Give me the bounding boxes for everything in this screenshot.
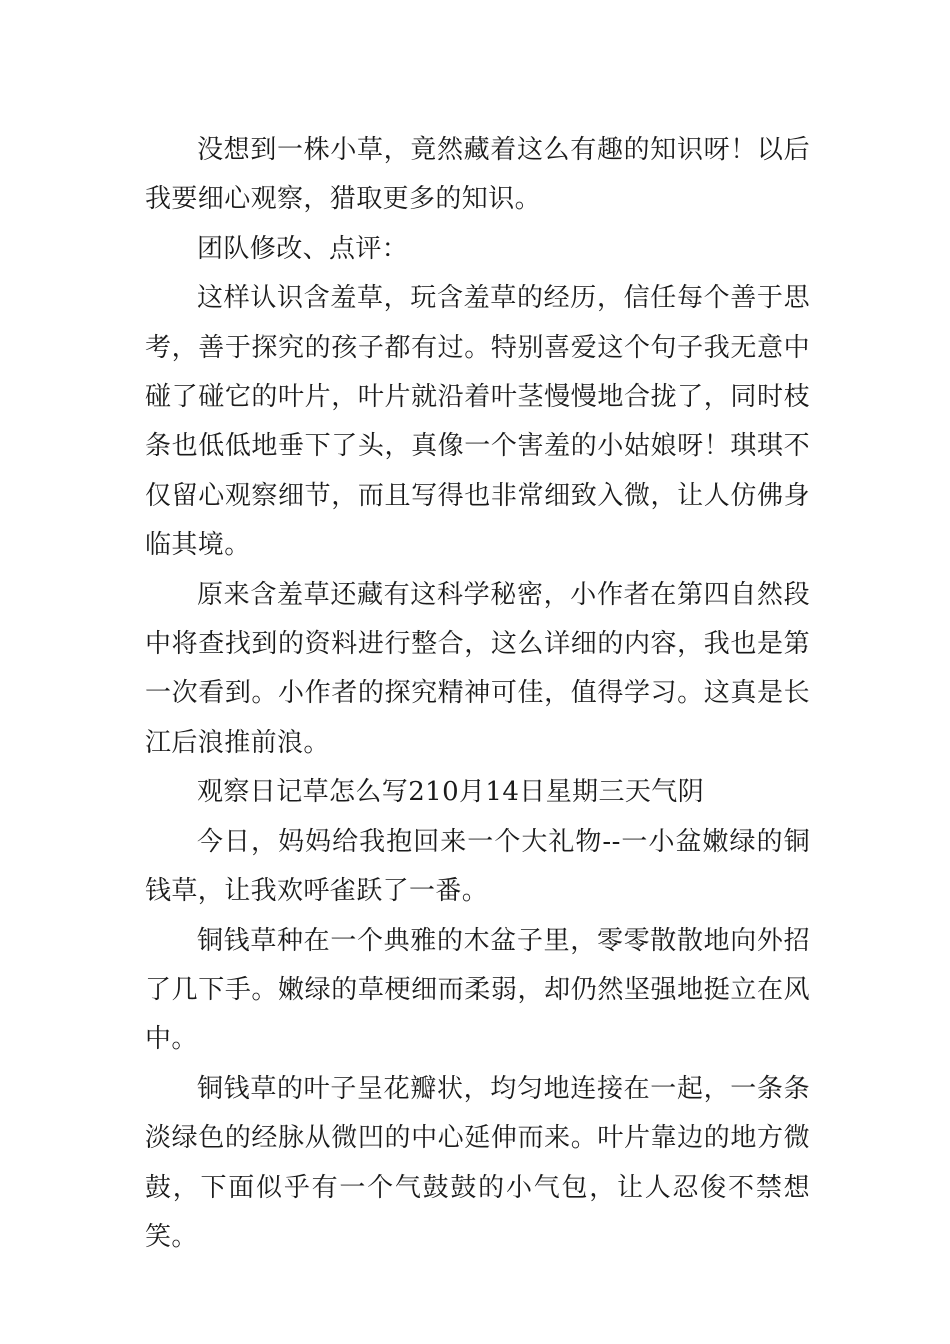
paragraph-conclusion: 没想到一株小草，竟然藏着这么有趣的知识呀！以后我要细心观察，猎取更多的知识。 (145, 135, 810, 215)
document-body (145, 126, 810, 1262)
paragraph-diary-title: 观察日记草怎么写210月14日星期三天气阴 (197, 777, 705, 808)
paragraph-diary-2: 铜钱草种在一个典雅的木盆子里，零零散散地向外招了几下手。嫩绿的草梗细而柔弱，却仍然坚强地挺立在风中。 (145, 925, 810, 1055)
paragraph-review-2: 原来含羞草还藏有这科学秘密，小作者在第四自然段中将查找到的资料进行整合，这么详细的内容，我也是第一次看到。小作者的探究精神可佳，值得学习。这真是长江后浪推前浪。 (145, 579, 810, 758)
paragraph-diary-1: 今日，妈妈给我抱回来一个大礼物--一小盆嫩绿的铜钱草，让我欢呼雀跃了一番。 (145, 826, 810, 907)
paragraph-review-1: 这样认识含羞草，玩含羞草的经历，信任每个善于思考，善于探究的孩子都有过。特别喜爱这个句子我无意中碰了碰它的叶片，叶片就沿着叶茎慢慢地合拢了，同时枝条也低低地垂下了头，真像一个害羞的小姑娘呀！琪琪不仅留心观察细节，而且写得也非常细致入微，让人仿佛身临其境。 (145, 283, 810, 561)
paragraph-review-heading: 团队修改、点评： (197, 233, 409, 264)
paragraph-diary-3: 铜钱草的叶子呈花瓣状，均匀地连接在一起，一条条淡绿色的经脉从微凹的中心延伸而来。叶片靠边的地方微鼓，下面似乎有一个气鼓鼓的小气包，让人忍俊不禁想笑。 (145, 1073, 810, 1252)
